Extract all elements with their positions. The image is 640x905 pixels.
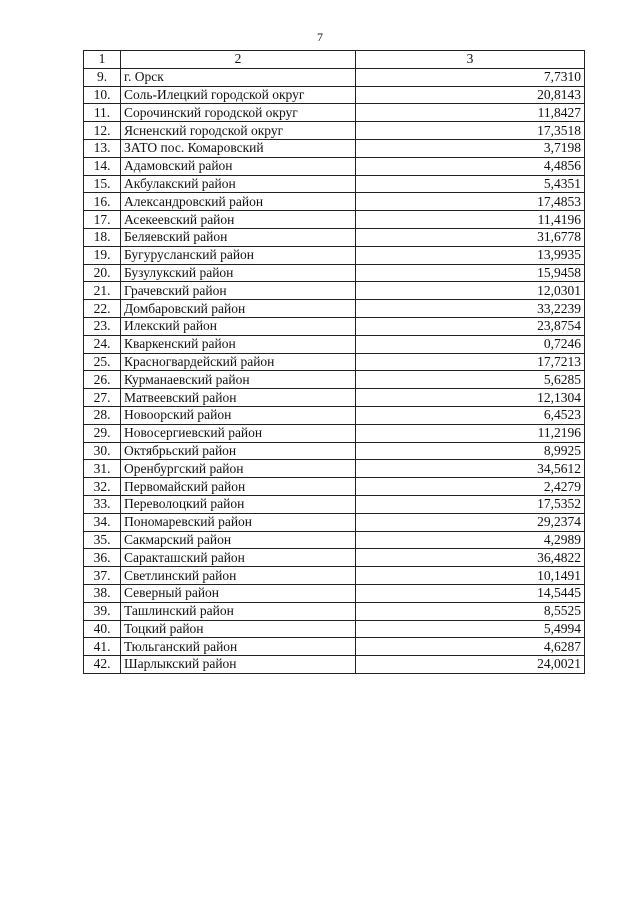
table-row	[84, 584, 585, 602]
value-cell: 15,9458	[356, 264, 585, 282]
table-row	[84, 122, 585, 140]
value-cell: 20,8143	[356, 86, 585, 104]
page-number: 7	[317, 30, 323, 44]
row-number-cell: 28.	[84, 406, 121, 424]
row-number-cell: 16.	[84, 193, 121, 211]
row-number-cell: 38.	[84, 584, 121, 602]
table-row	[84, 264, 585, 282]
table-row	[84, 68, 585, 86]
district-name-cell: Матвеевский район	[121, 389, 356, 407]
table-row	[84, 656, 585, 674]
district-name-cell: Октябрьский район	[121, 442, 356, 460]
row-number-cell: 29.	[84, 424, 121, 442]
table-row	[84, 513, 585, 531]
table-row	[84, 300, 585, 318]
district-name-cell: Домбаровский район	[121, 300, 356, 318]
district-name-cell: Соль-Илецкий городской округ	[121, 86, 356, 104]
value-cell: 33,2239	[356, 300, 585, 318]
value-cell: 36,4822	[356, 549, 585, 567]
value-cell: 5,4994	[356, 620, 585, 638]
value-cell: 7,7310	[356, 68, 585, 86]
table-row	[84, 406, 585, 424]
row-number-cell: 35.	[84, 531, 121, 549]
district-name-cell: Беляевский район	[121, 228, 356, 246]
district-name-cell: ЗАТО пос. Комаровский	[121, 139, 356, 157]
district-name-cell: Бузулукский район	[121, 264, 356, 282]
table-row	[84, 531, 585, 549]
row-number-cell: 41.	[84, 638, 121, 656]
value-cell: 12,1304	[356, 389, 585, 407]
row-number-cell: 36.	[84, 549, 121, 567]
value-cell: 2,4279	[356, 478, 585, 496]
table-row	[84, 424, 585, 442]
column-header-3: 3	[356, 51, 585, 69]
district-name-cell: Ташлинский район	[121, 602, 356, 620]
row-number-cell: 24.	[84, 335, 121, 353]
table-row	[84, 602, 585, 620]
table-row	[84, 567, 585, 585]
value-cell: 3,7198	[356, 139, 585, 157]
column-header-2: 2	[121, 51, 356, 69]
table-row	[84, 139, 585, 157]
table-row	[84, 460, 585, 478]
table-header-row	[84, 51, 585, 69]
table-row	[84, 353, 585, 371]
value-cell: 4,4856	[356, 157, 585, 175]
row-number-cell: 21.	[84, 282, 121, 300]
table-row	[84, 317, 585, 335]
row-number-cell: 20.	[84, 264, 121, 282]
value-cell: 17,5352	[356, 495, 585, 513]
row-number-cell: 14.	[84, 157, 121, 175]
value-cell: 24,0021	[356, 656, 585, 674]
district-name-cell: г. Орск	[121, 68, 356, 86]
value-cell: 23,8754	[356, 317, 585, 335]
value-cell: 11,8427	[356, 104, 585, 122]
value-cell: 5,4351	[356, 175, 585, 193]
table-row	[84, 495, 585, 513]
row-number-cell: 33.	[84, 495, 121, 513]
district-name-cell: Акбулакский район	[121, 175, 356, 193]
district-name-cell: Светлинский район	[121, 567, 356, 585]
district-name-cell: Сорочинский городской округ	[121, 104, 356, 122]
table-row	[84, 175, 585, 193]
row-number-cell: 25.	[84, 353, 121, 371]
row-number-cell: 22.	[84, 300, 121, 318]
table-row	[84, 371, 585, 389]
row-number-cell: 17.	[84, 211, 121, 229]
district-name-cell: Северный район	[121, 584, 356, 602]
district-name-cell: Сакмарский район	[121, 531, 356, 549]
value-cell: 5,6285	[356, 371, 585, 389]
row-number-cell: 32.	[84, 478, 121, 496]
value-cell: 17,3518	[356, 122, 585, 140]
value-cell: 11,2196	[356, 424, 585, 442]
row-number-cell: 9.	[84, 68, 121, 86]
table-row	[84, 228, 585, 246]
row-number-cell: 39.	[84, 602, 121, 620]
row-number-cell: 37.	[84, 567, 121, 585]
value-cell: 29,2374	[356, 513, 585, 531]
table-row	[84, 620, 585, 638]
value-cell: 11,4196	[356, 211, 585, 229]
value-cell: 8,9925	[356, 442, 585, 460]
table-row	[84, 638, 585, 656]
district-name-cell: Тюльганский район	[121, 638, 356, 656]
row-number-cell: 27.	[84, 389, 121, 407]
value-cell: 4,6287	[356, 638, 585, 656]
table-row	[84, 442, 585, 460]
district-name-cell: Курманаевский район	[121, 371, 356, 389]
value-cell: 34,5612	[356, 460, 585, 478]
value-cell: 17,7213	[356, 353, 585, 371]
table-row	[84, 157, 585, 175]
district-name-cell: Новосергиевский район	[121, 424, 356, 442]
value-cell: 8,5525	[356, 602, 585, 620]
value-cell: 4,2989	[356, 531, 585, 549]
table-row	[84, 246, 585, 264]
row-number-cell: 11.	[84, 104, 121, 122]
row-number-cell: 12.	[84, 122, 121, 140]
district-name-cell: Грачевский район	[121, 282, 356, 300]
district-name-cell: Красногвардейский район	[121, 353, 356, 371]
row-number-cell: 18.	[84, 228, 121, 246]
table-row	[84, 86, 585, 104]
district-name-cell: Шарлыкский район	[121, 656, 356, 674]
value-cell: 6,4523	[356, 406, 585, 424]
district-name-cell: Илекский район	[121, 317, 356, 335]
district-name-cell: Тоцкий район	[121, 620, 356, 638]
district-name-cell: Кваркенский район	[121, 335, 356, 353]
value-cell: 13,9935	[356, 246, 585, 264]
table-row	[84, 335, 585, 353]
row-number-cell: 30.	[84, 442, 121, 460]
table-row	[84, 549, 585, 567]
table-body	[84, 68, 585, 673]
district-name-cell: Бугурусланский район	[121, 246, 356, 264]
row-number-cell: 26.	[84, 371, 121, 389]
row-number-cell: 34.	[84, 513, 121, 531]
district-name-cell: Адамовский район	[121, 157, 356, 175]
table-row	[84, 478, 585, 496]
row-number-cell: 13.	[84, 139, 121, 157]
district-name-cell: Ясненский городской округ	[121, 122, 356, 140]
table-row	[84, 211, 585, 229]
row-number-cell: 23.	[84, 317, 121, 335]
district-name-cell: Новоорский район	[121, 406, 356, 424]
row-number-cell: 42.	[84, 656, 121, 674]
row-number-cell: 40.	[84, 620, 121, 638]
table-row	[84, 389, 585, 407]
district-name-cell: Оренбургский район	[121, 460, 356, 478]
data-table	[83, 50, 585, 674]
column-header-1: 1	[84, 51, 121, 69]
table-row	[84, 104, 585, 122]
row-number-cell: 31.	[84, 460, 121, 478]
district-name-cell: Асекеевский район	[121, 211, 356, 229]
value-cell: 17,4853	[356, 193, 585, 211]
value-cell: 0,7246	[356, 335, 585, 353]
value-cell: 12,0301	[356, 282, 585, 300]
district-name-cell: Переволоцкий район	[121, 495, 356, 513]
value-cell: 10,1491	[356, 567, 585, 585]
table-row	[84, 282, 585, 300]
table-row	[84, 193, 585, 211]
district-name-cell: Саракташский район	[121, 549, 356, 567]
value-cell: 31,6778	[356, 228, 585, 246]
row-number-cell: 15.	[84, 175, 121, 193]
district-name-cell: Пономаревский район	[121, 513, 356, 531]
row-number-cell: 19.	[84, 246, 121, 264]
row-number-cell: 10.	[84, 86, 121, 104]
district-name-cell: Первомайский район	[121, 478, 356, 496]
value-cell: 14,5445	[356, 584, 585, 602]
district-name-cell: Александровский район	[121, 193, 356, 211]
